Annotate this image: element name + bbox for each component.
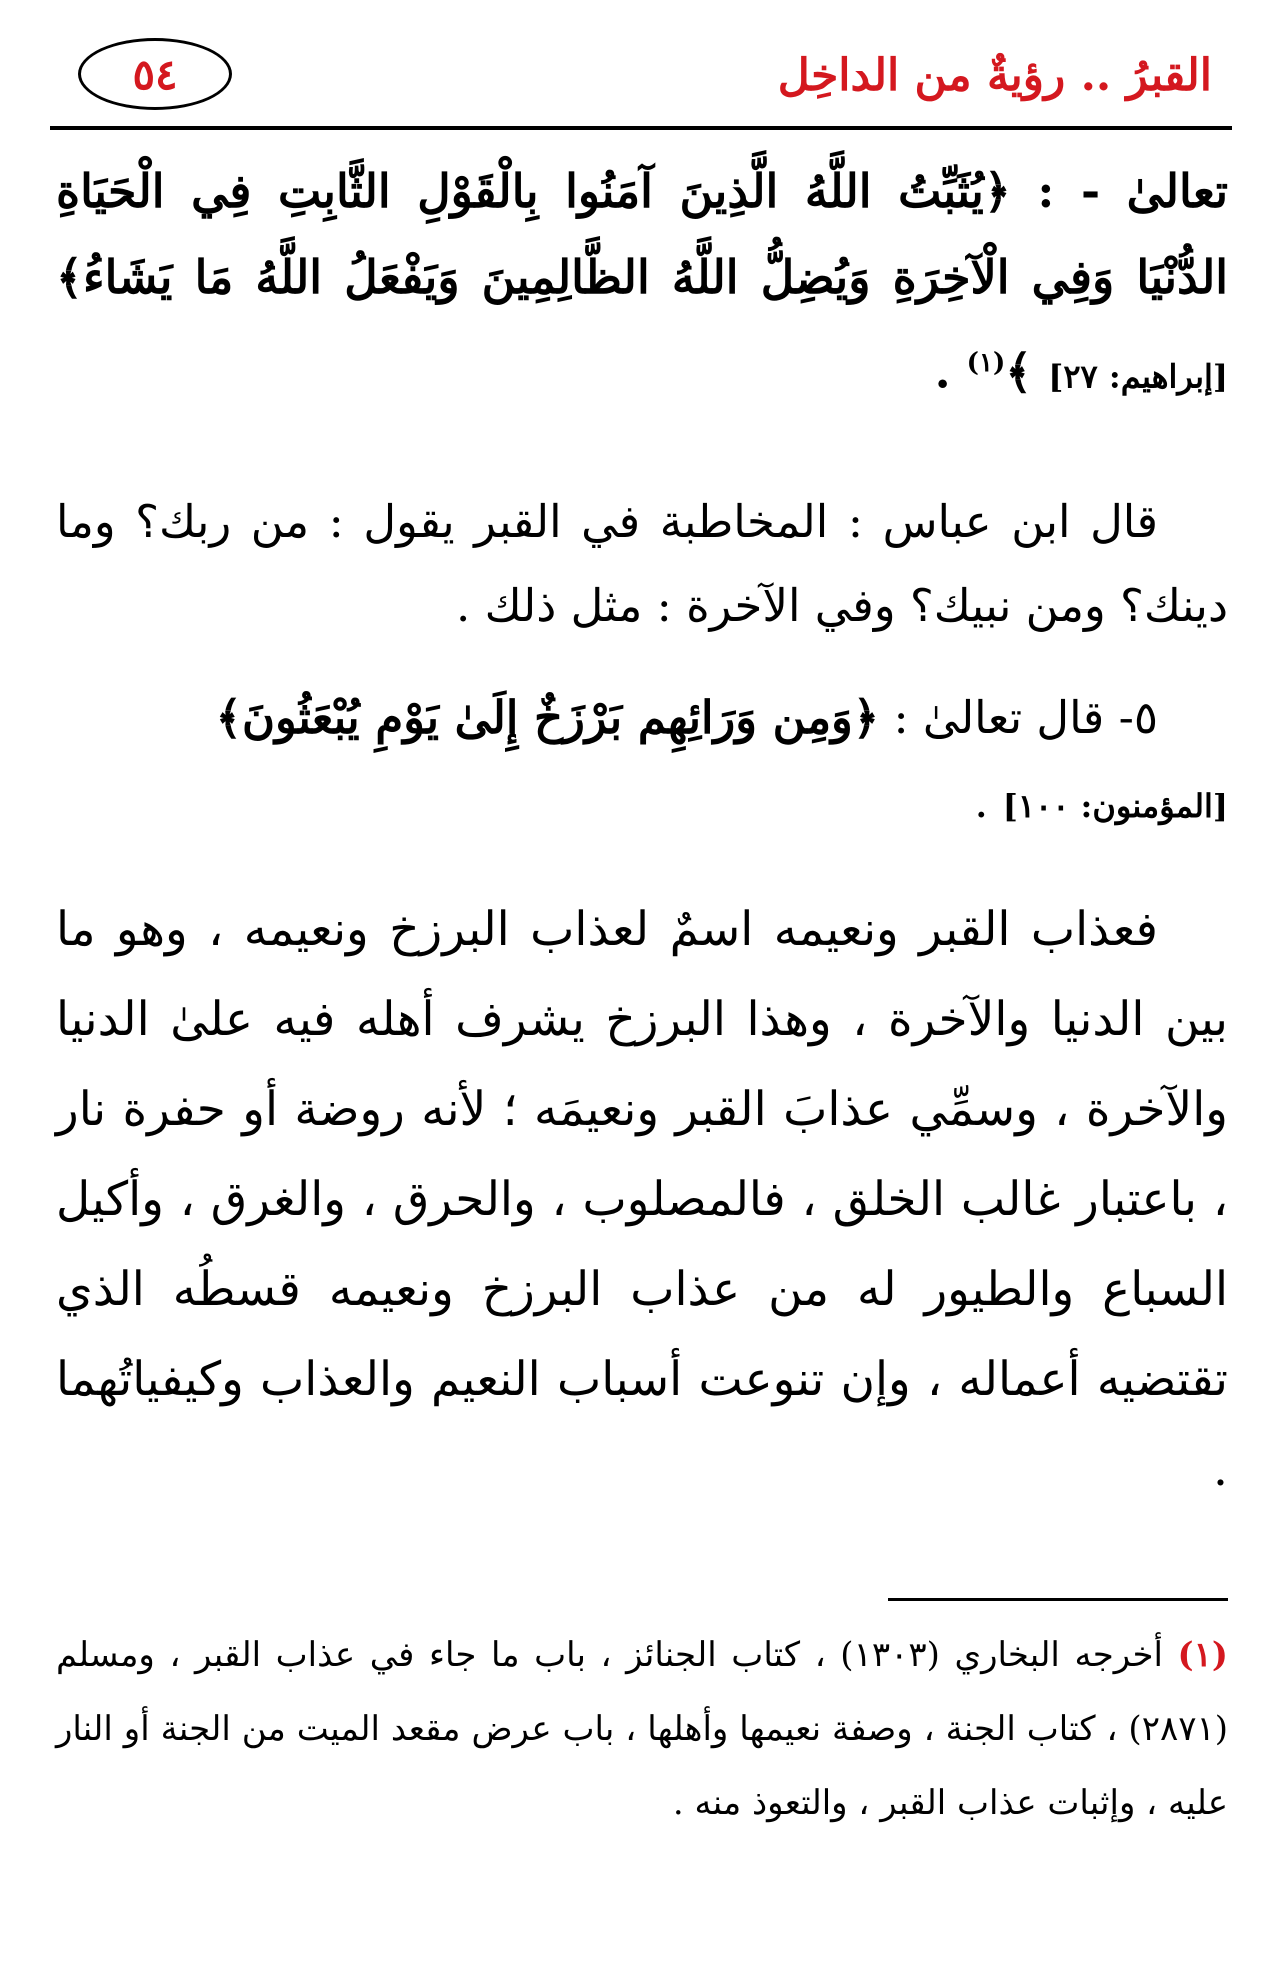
ornate-bracket-close: ﴾ xyxy=(1005,344,1033,399)
quran-verse: وَمِن وَرَائِهِم بَرْزَخٌ إِلَىٰ يَوْمِ يُبْعَثُونَ xyxy=(242,691,853,744)
ornate-bracket-close: ﴾ xyxy=(56,250,83,304)
verse-five-lead: ٥- قال تعالىٰ : xyxy=(893,691,1158,744)
verse-five-block xyxy=(56,676,1228,848)
paragraph-ibn-abbas xyxy=(56,480,1228,648)
footnote xyxy=(56,1618,1228,1840)
footnote-divider xyxy=(888,1598,1228,1601)
ornate-bracket-open: ﴿ xyxy=(852,691,880,744)
footnote-number: (١) xyxy=(1177,1635,1228,1675)
page-number-badge xyxy=(78,38,232,110)
verse-lead: تعالىٰ - : xyxy=(1037,164,1229,218)
paragraph-text: قال ابن عباس : المخاطبة في القبر يقول : من ربك؟ وما دينك؟ ومن نبيك؟ وفي الآخرة : مثل ذلك . xyxy=(56,495,1228,632)
quran-verse-block xyxy=(56,148,1228,419)
quran-verse: يُثَبِّتُ اللَّهُ الَّذِينَ آمَنُوا بِالْقَوْلِ الثَّابِتِ فِي الْحَيَاةِ الدُّنْيَا وَفِي الْآخِرَةِ وَيُضِلُّ اللَّهُ الظَّالِمِينَ وَيَفْعَلُ اللَّهُ مَا يَشَاءُ xyxy=(56,164,1228,304)
ornate-bracket-close: ﴾ xyxy=(215,691,242,744)
paragraph-barzakh xyxy=(56,885,1228,1515)
paragraph-text: فعذاب القبر ونعيمه اسمٌ لعذاب البرزخ ونعيمه ، وهو ما بين الدنيا والآخرة ، وهذا البرزخ يشرف أهله فيه علىٰ الدنيا والآخرة ، وسمِّي عذابَ القبر ونعيمَه ؛ لأنه روضة أو حفرة نار ، باعتبار غالب الخلق ، فالمصلوب ، والحرق ، والغرق ، وأكيل السباع والطيور له من عذاب البرزخ ونعيمه قسطُه الذي تقتضيه أعماله ، وإن تنوعت أسباب النعيم والعذاب وكيفياتُهما . xyxy=(56,902,1228,1497)
verse-reference: [المؤمنون: ١٠٠] xyxy=(1002,787,1228,825)
footnote-text: أخرجه البخاري (١٣٠٣) ، كتاب الجنائز ، باب ما جاء في عذاب القبر ، ومسلم (٢٨٧١) ، كتاب الجنة ، وصفة نعيمها وأهلها ، باب عرض مقعد الميت من الجنة أو النار عليه ، وإثبات عذاب القبر ، والتعوذ منه . xyxy=(56,1635,1228,1823)
running-title: القبرُ .. رؤيةٌ من الداخِل xyxy=(777,50,1212,101)
verse-end-period: . xyxy=(974,775,989,828)
verse-end-period: . xyxy=(934,344,951,399)
ornate-bracket-open: ﴿ xyxy=(983,164,1011,218)
footnote-marker: (١) xyxy=(966,348,1006,378)
page-header xyxy=(50,28,1232,130)
page-number: ٥٤ xyxy=(132,49,178,99)
verse-reference: [إبراهيم: ٢٧] xyxy=(1048,357,1228,396)
